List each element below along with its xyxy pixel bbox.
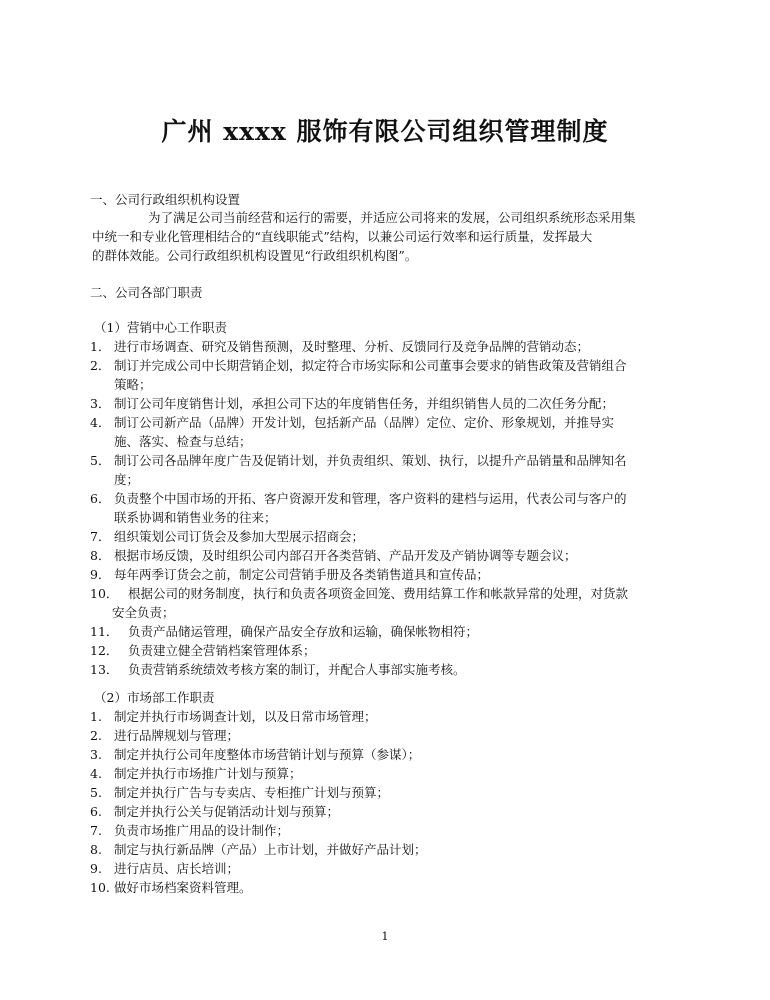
list-item-text	[114, 356, 690, 394]
list-item-number: 7.	[90, 823, 102, 838]
list-item	[90, 878, 690, 897]
list-item-number: 10.	[90, 880, 110, 895]
list-item-line: 联系协调和销售业务的往来；	[114, 510, 277, 525]
paragraph-line: 的群体效能。公司行政组织机构设置见“行政组织机构图”。	[92, 248, 418, 263]
list-item-number: 9.	[90, 861, 102, 876]
list-item	[90, 584, 690, 622]
list-item	[90, 707, 690, 726]
list-item	[90, 394, 690, 413]
list-item	[90, 745, 690, 764]
list-item-number: 1.	[90, 709, 102, 724]
list-item	[90, 783, 690, 802]
list-item	[90, 356, 690, 394]
list-item-line: 负责营销系统绩效考核方案的制订，并配合人事部实施考核。	[128, 662, 466, 677]
list-item-line: 负责产品储运管理，确保产品安全存放和运输，确保帐物相符；	[128, 624, 479, 639]
list-item	[90, 840, 690, 859]
list-item-number: 1．	[90, 339, 111, 354]
list-item-text: 负责市场推广用品的设计制作；	[114, 823, 290, 838]
list-item-number: 11．	[90, 624, 119, 639]
list-item-text: 做好市场档案资料管理。	[114, 880, 252, 895]
list-item	[90, 726, 690, 745]
list-item-text	[128, 641, 690, 660]
list-item-line: 制订公司各品牌年度广告及促销计划，并负责组织、策划、执行，以提升产品销量和品牌知名	[114, 453, 627, 468]
page-number: 1	[381, 930, 389, 943]
list-item-line: 根据市场反馈，及时组织公司内部召开各类营销、产品开发及产销协调等专题会议；	[114, 548, 577, 563]
list-item-text	[114, 394, 690, 413]
section-heading-2: 二、公司各部门职责	[90, 285, 203, 300]
section-1-paragraph	[92, 208, 680, 265]
list-item	[90, 413, 690, 451]
list-item-text	[114, 451, 690, 489]
list-item-line: 制订并完成公司中长期营销企划，拟定符合市场实际和公司董事会要求的销售政策及营销组合	[114, 358, 627, 373]
paragraph-line: 中统一和专业化管理相结合的“直线职能式”结构，以兼公司运行效率和运行质量，发挥最大	[92, 229, 593, 244]
list-item-text: 制定并执行市场推广计划与预算；	[114, 766, 302, 781]
list-item-text: 制定并执行公司年度整体市场营销计划与预算（参谋）；	[114, 747, 421, 762]
list-item	[90, 622, 690, 641]
list-item	[90, 660, 690, 679]
list-item-number: 3．	[90, 396, 111, 411]
subsection-heading-market: （2）市场部工作职责	[94, 690, 215, 705]
list-item-number: 4．	[90, 415, 111, 430]
list-item-number: 2．	[90, 358, 111, 373]
list-item-line: 组织策划公司订货会及参加大型展示招商会；	[114, 529, 365, 544]
list-item-line: 负责建立健全营销档案管理体系；	[128, 643, 316, 658]
list-item-line: 每年两季订货会之前，制定公司营销手册及各类销售道具和宣传品；	[114, 567, 490, 582]
list-item-text: 制定与执行新品牌（产品）上市计划，并做好产品计划；	[114, 842, 427, 857]
list-item	[90, 821, 690, 840]
subsection-heading-marketing: （1）营销中心工作职责	[94, 320, 227, 335]
list-item-text	[114, 565, 690, 584]
list-item-text	[114, 546, 690, 565]
list-item-line: 进行市场调查、研究及销售预测，及时整理、分析、反馈同行及竞争品牌的营销动态；	[114, 339, 590, 354]
list-item-number: 7．	[90, 529, 111, 544]
list-item	[90, 859, 690, 878]
list-item-number: 8.	[90, 842, 102, 857]
list-item	[90, 565, 690, 584]
list-item-text	[114, 337, 690, 356]
list-item-text	[112, 584, 690, 622]
list-item-line: 负责整个中国市场的开拓、客户资源开发和管理，客户资料的建档与运用，代表公司与客户的	[114, 491, 627, 506]
list-item-text	[128, 622, 690, 641]
list-item-text: 制定并执行广告与专卖店、专柜推广计划与预算；	[114, 785, 390, 800]
list-item	[90, 451, 690, 489]
list-item-number: 3.	[90, 747, 102, 762]
list-item-number: 10．	[90, 586, 119, 601]
list-item-line: 策略；	[114, 377, 152, 392]
list-item-text: 制定并执行市场调查计划，以及日常市场管理；	[114, 709, 377, 724]
list-item-number: 6．	[90, 491, 111, 506]
list-item-number: 4.	[90, 766, 102, 781]
section-heading-1: 一、公司行政组织机构设置	[90, 192, 241, 207]
document-title: 广州 xxxx 服饰有限公司组织管理制度	[161, 117, 609, 146]
list-item-text	[114, 489, 690, 527]
list-item-line: 根据公司的财务制度，执行和负责各项资金回笼、费用结算工作和帐款异常的处理，对货款	[128, 586, 629, 601]
list-item-number: 2.	[90, 728, 102, 743]
list-item	[90, 337, 690, 356]
list-item-line: 施、落实、检查与总结；	[114, 434, 252, 449]
list-item-text: 进行店员、店长培训；	[114, 861, 240, 876]
marketing-duties-list	[90, 337, 690, 679]
list-item-line: 安全负责；	[112, 605, 175, 620]
list-item	[90, 764, 690, 783]
list-item-number: 6.	[90, 804, 102, 819]
list-item	[90, 641, 690, 660]
list-item-number: 9．	[90, 567, 111, 582]
list-item-number: 5．	[90, 453, 111, 468]
list-item-line: 制订公司年度销售计划，承担公司下达的年度销售任务，并组织销售人员的二次任务分配；	[114, 396, 615, 411]
list-item	[90, 489, 690, 527]
list-item-text	[114, 413, 690, 451]
list-item	[90, 546, 690, 565]
list-item-number: 5.	[90, 785, 102, 800]
list-item-text: 制定并执行公关与促销活动计划与预算；	[114, 804, 340, 819]
list-item-text: 进行品牌规划与管理；	[114, 728, 240, 743]
list-item-line: 制订公司新产品（品牌）开发计划，包括新产品（品牌）定位、定价、形象规划，并推导实	[114, 415, 615, 430]
list-item-text	[128, 660, 690, 679]
list-item-number: 8．	[90, 548, 111, 563]
list-item-number: 12．	[90, 643, 119, 658]
paragraph-line: 为了满足公司当前经营和运行的需要，并适应公司将来的发展，公司组织系统形态采用集	[148, 210, 636, 225]
list-item-line: 度；	[114, 472, 140, 487]
list-item	[90, 527, 690, 546]
market-duties-list	[90, 707, 690, 897]
list-item-number: 13．	[90, 662, 119, 677]
list-item	[90, 802, 690, 821]
list-item-text	[114, 527, 690, 546]
